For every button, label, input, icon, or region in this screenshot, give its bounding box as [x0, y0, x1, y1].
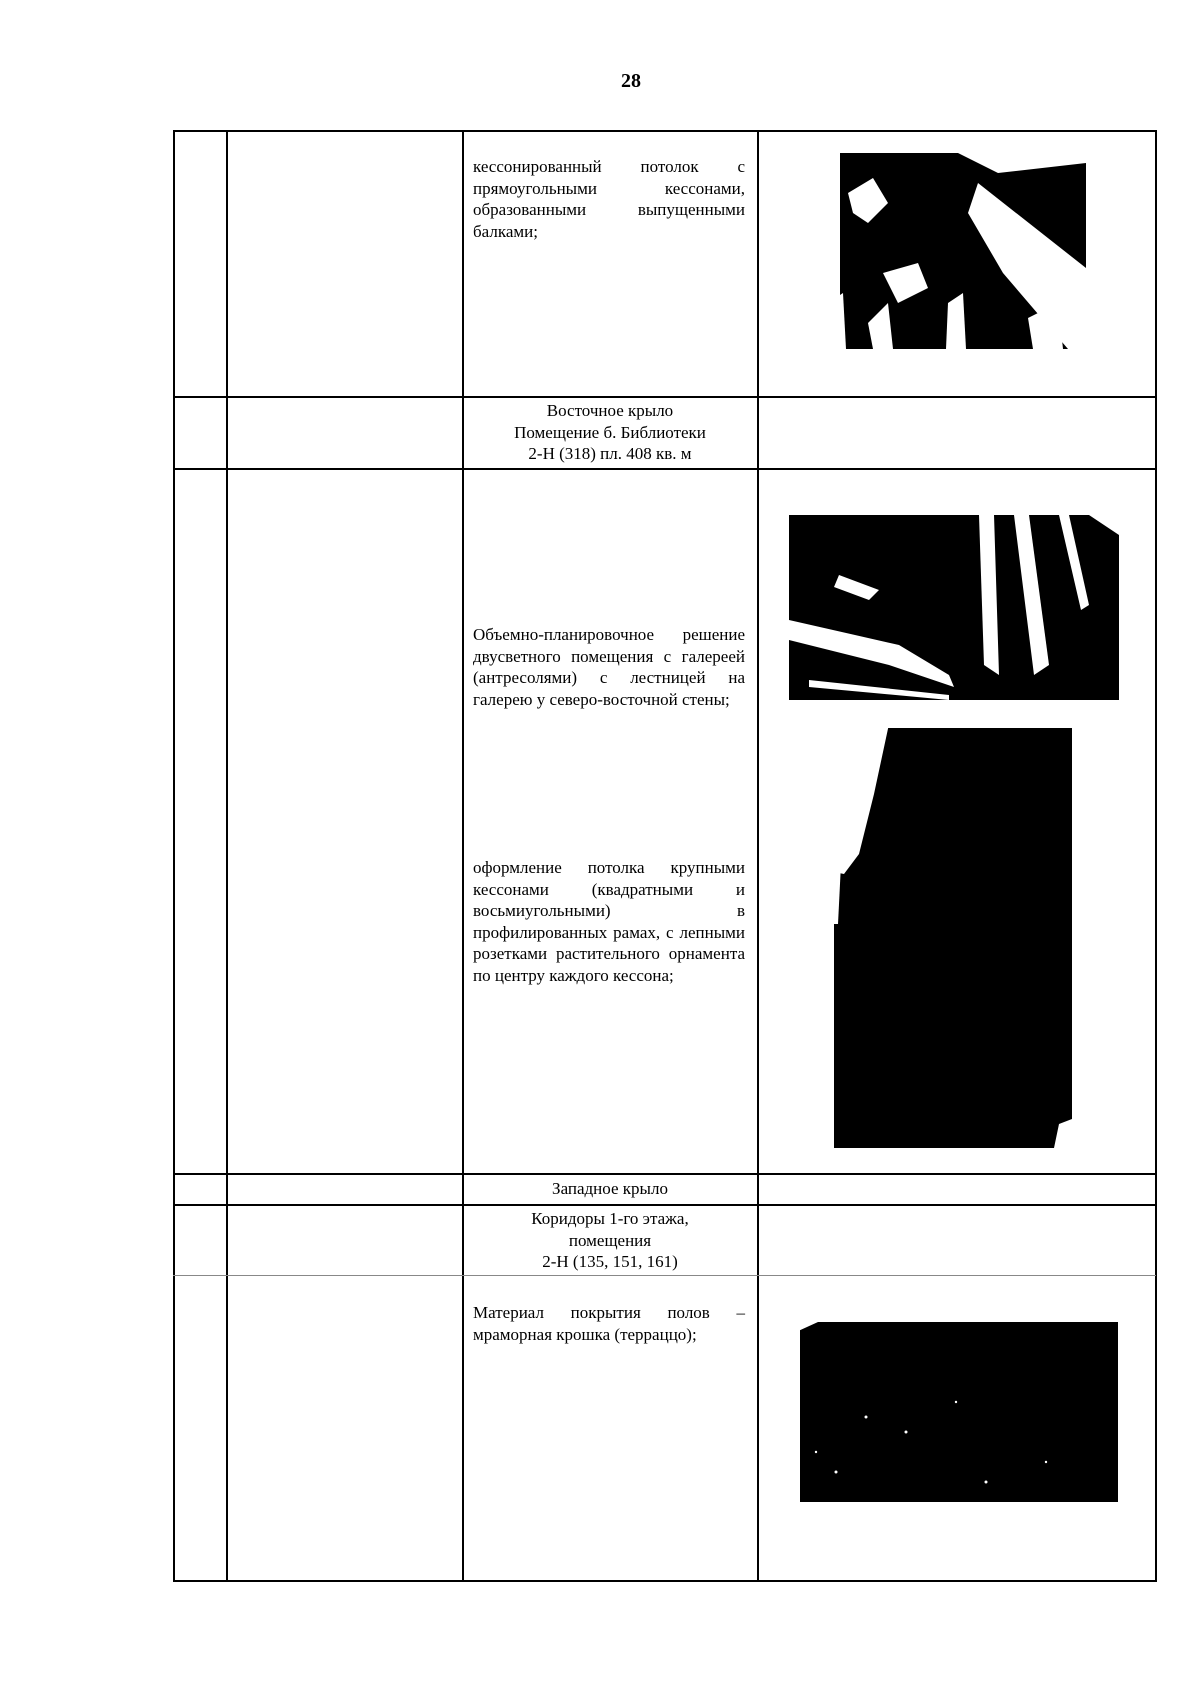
ceiling-beams-photo-icon — [828, 153, 1086, 349]
row5-heading — [463, 1208, 757, 1273]
row5-heading-line3: 2-Н (135, 151, 161) — [542, 1252, 678, 1271]
library-ceiling-photo-icon — [834, 724, 1072, 1148]
table-border-left — [173, 130, 175, 1582]
row2-heading-line1: Восточное крыло — [546, 401, 674, 420]
row6-description: Материал покрытия полов – мраморная крошка (терраццо); — [473, 1303, 745, 1344]
terrazzo-floor-photo-icon — [796, 1322, 1118, 1502]
row2-heading — [463, 400, 757, 465]
column-divider-1 — [226, 130, 228, 1582]
table-border-top — [173, 130, 1156, 132]
row-divider-2 — [173, 468, 1156, 470]
row2-heading-line3: 2-Н (318) пл. 408 кв. м — [528, 444, 692, 463]
library-gallery-photo-icon — [789, 515, 1119, 700]
table-border-right — [1155, 130, 1157, 1582]
row1-description: кессонированный потолок с прямоугольными кессонами, образованными выпущенными балками; — [473, 157, 745, 241]
row5-heading-line2: помещения — [568, 1230, 652, 1250]
row-divider-1 — [173, 396, 1156, 398]
row4-heading: Западное крыло — [552, 1179, 668, 1198]
row5-heading-line1: Коридоры 1-го этажа, — [531, 1209, 689, 1228]
row3-description-1: Объемно-планировочное решение двусветного помещения с галереей (антресолями) с лестницей на галерею у северо-восточной стены; — [473, 625, 745, 709]
row3-description-2: оформление потолка крупными кессонами (квадратными и восьмиугольными) в профилированных рамах, с лепными розетками растительного орнамента по центру каждого кессона; — [473, 858, 745, 985]
row-divider-5 — [173, 1275, 1156, 1276]
table-border-bottom — [173, 1580, 1156, 1582]
row-divider-3 — [173, 1173, 1156, 1175]
row-divider-4 — [173, 1204, 1156, 1206]
column-divider-2 — [462, 130, 464, 1582]
row2-heading-line2: Помещение б. Библиотеки — [514, 422, 706, 442]
column-divider-3 — [757, 130, 759, 1582]
page-number: 28 — [621, 70, 641, 92]
